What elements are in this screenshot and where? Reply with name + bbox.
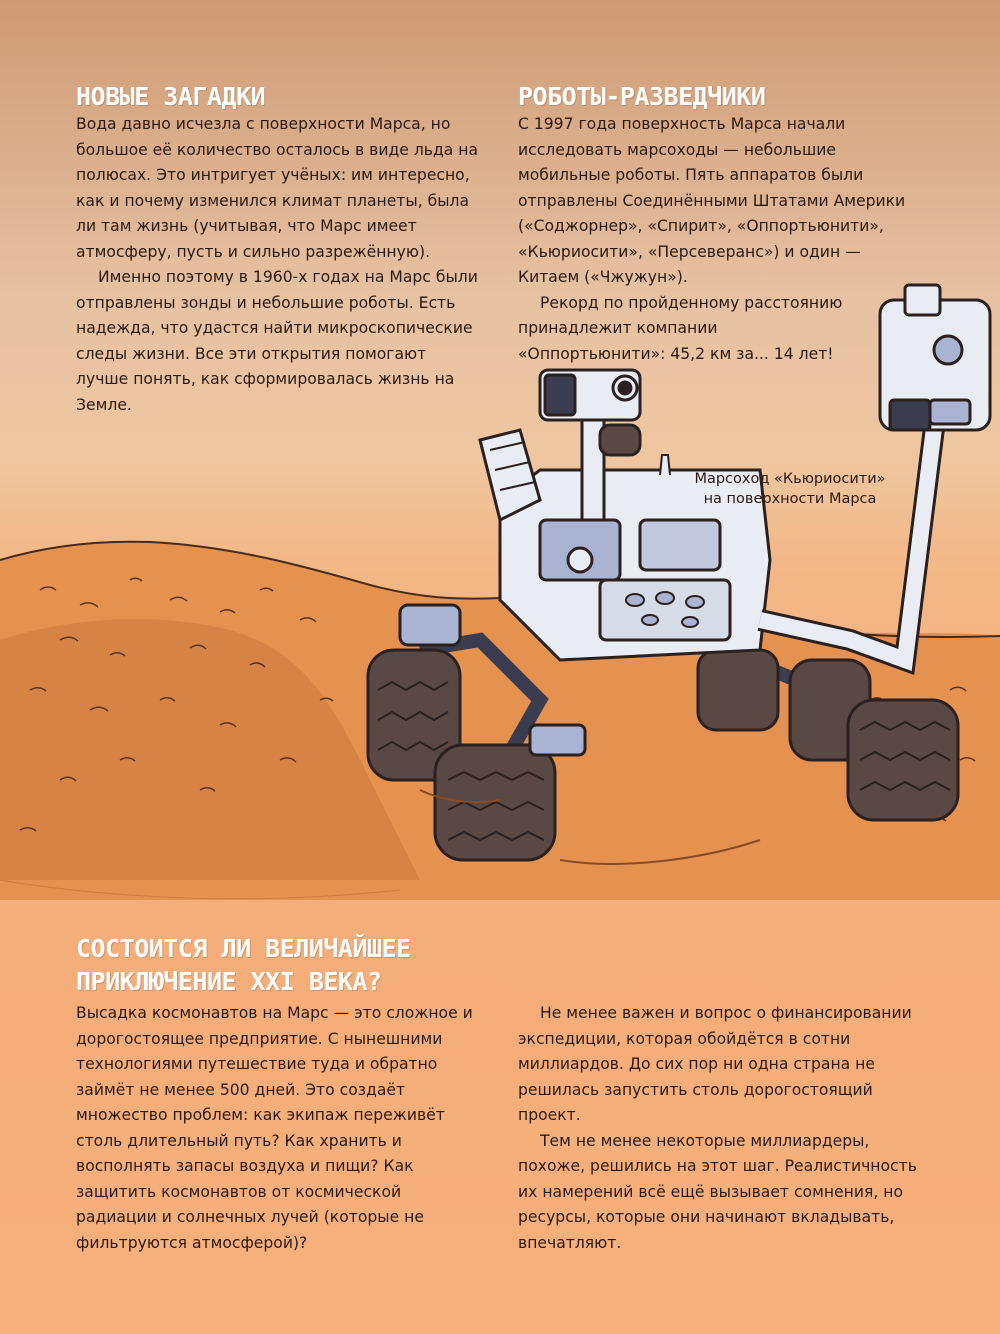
section-title-line: СОСТОИТСЯ ЛИ ВЕЛИЧАЙШЕЕ	[76, 934, 411, 963]
paragraph: Вода давно исчезла с поверхности Марса, но большое её количество осталось в виде льда на полюсах. Это интригует учёных: им интересно, как и почему изменился климат планеты, была ли там жизнь (учитывая, что Марс имеет атмосферу, пусть и сильно разрежённую).	[76, 115, 479, 261]
paragraph: Именно поэтому в 1960-х годах на Марс были отправлены зонды и небольшие роботы. Есть надежда, что удастся найти микроскопические следы жизни. Все эти открытия помогают лучше понять, как сформировалась жизнь на Земле.	[76, 268, 478, 414]
caption-line: на поверхности Марса	[703, 491, 877, 507]
rover-caption	[680, 469, 900, 509]
rover-deck-panel	[600, 580, 730, 640]
rover-wheel	[848, 700, 958, 820]
section-title-new-mysteries: НОВЫЕ ЗАГАДКИ	[76, 82, 266, 111]
paragraph: С 1997 года поверхность Марса начали исследовать марсоходы — небольшие мобильные роботы. Пять аппаратов были отправлены Соединёнными Штатами Америки («Соджорнер», «Спирит», «Оппортьюнити», «Кьюриосити», «Персеверанс») и один — Китаем («Чжужун»).	[518, 115, 906, 286]
section-title-line: ПРИКЛЮЧЕНИЕ XXI ВЕКА?	[76, 967, 382, 996]
rover-antenna	[660, 455, 670, 475]
section-title-scout-robots: РОБОТЫ-РАЗВЕДЧИКИ	[518, 82, 766, 111]
greatest-adventure-right-text	[518, 1001, 923, 1256]
new-mysteries-text	[76, 112, 481, 418]
caption-line: Марсоход «Кьюриосити»	[694, 471, 886, 487]
section-title-greatest-adventure	[76, 932, 411, 998]
paragraph: Рекорд по пройденному расстоянию принадлежит компании «Оппортьюнити»: 45,2 км за... 14 лет!	[518, 293, 843, 363]
rover-wheel	[698, 650, 778, 730]
paragraph: Тем не менее некоторые миллиардеры, похоже, решились на этот шаг. Реалистичность их намерений всё ещё вызывает сомнения, но ресурсы, которые они начинают вкладывать, впечатляют.	[518, 1131, 917, 1252]
paragraph: Не менее важен и вопрос о финансировании экспедиции, которая обойдётся в сотни миллиардов. До сих пор ни одна страна не решилась запустить столь дорогостоящий проект.	[518, 1004, 912, 1124]
paragraph: Высадка космонавтов на Марс — это сложное и дорогостоящее предприятие. С нынешними технологиями путешествие туда и обратно займёт не менее 500 дней. Это создаёт множество проблем: как экипаж переживёт столь длительный путь? Как хранить и восполнять запасы воздуха и пищи? Как защитить космонавтов от космической радиации и солнечных лучей (которые не фильтруются атмосферой)?	[76, 1004, 473, 1252]
rover-mast	[582, 410, 604, 520]
greatest-adventure-left-text	[76, 1001, 486, 1256]
scout-robots-text	[518, 112, 923, 367]
